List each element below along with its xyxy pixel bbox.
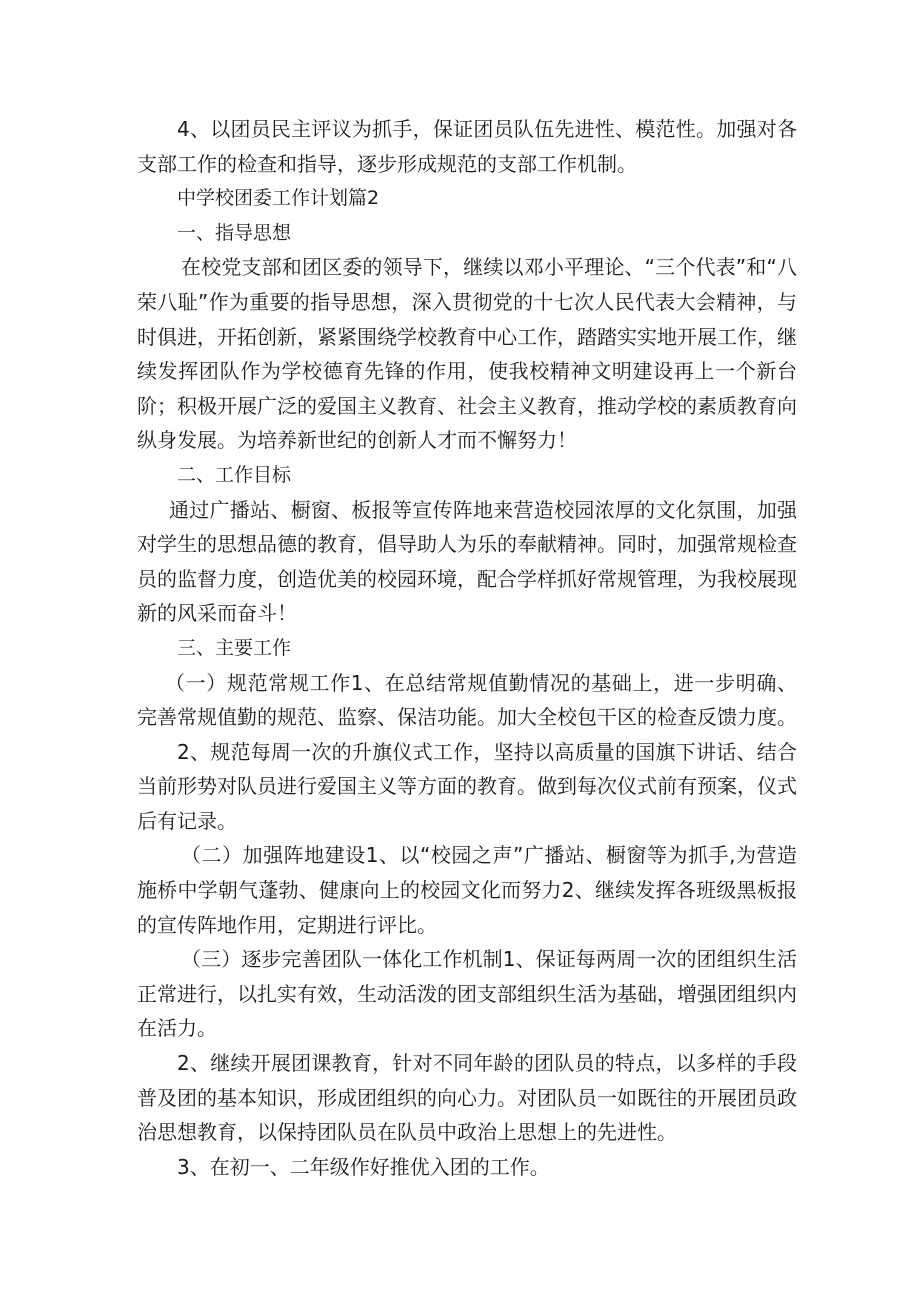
paragraph-work-goals: 通过广播站、橱窗、板报等宣传阵地来营造校园浓厚的文化氛围，加强对学生的思想品德的教育，倡导助人为乐的奉献精神。同时，加强常规检查员的监督力度，创造优美的校园环境，配合学样抓好常规管理，为我校展现新的风采而奋斗！: [137, 497, 797, 626]
paragraph-item-4: 4、以团员民主评议为抓手，保证团员队伍先进性、模范性。加强对各支部工作的检查和指导，逐步形成规范的支部工作机制。: [137, 117, 797, 176]
heading-work-goals: 二、工作目标: [177, 463, 292, 486]
paragraph-recommendation: 3、在初一、二年级作好推优入团的工作。: [177, 1154, 550, 1179]
paragraph-integration-mechanism: （三）逐步完善团队一体化工作机制1、保证每两周一次的团组织生活正常进行，以扎实有效，生动活泼的团支部组织生活为基础，增强团组织内在活力。: [137, 947, 797, 1041]
paragraph-guiding-thought: 在校党支部和团区委的领导下，继续以邓小平理论、“三个代表”和“八荣八耻”作为重要的指导思想，深入贯彻党的十七次人民代表大会精神，与时俱进，开拓创新，紧紧围绕学校教育中心工作，踏踏实实地开展工作，继续发挥团队作为学校德育先锋的作用，使我校精神文明建设再上一个新台阶；积极开展广泛的爱国主义教育、社会主义教育，推动学校的素质教育向纵身发展。为培养新世纪的创新人才而不懈努力！: [137, 255, 797, 453]
heading-guiding-thought: 一、指导思想: [177, 221, 292, 244]
document-page: [137, 112, 797, 1184]
paragraph-routine-work: （一）规范常规工作1、在总结常规值勤情况的基础上，进一步明确、完善常规值勤的规范、监察、保洁功能。加大全校包干区的检查反馈力度。: [137, 670, 797, 730]
paragraph-position-building: （二）加强阵地建设1、以“校园之声”广播站、橱窗等为抓手,为营造施桥中学朝气蓬勃、健康向上的校园文化而努力2、继续发挥各班级黑板报的宣传阵地作用，定期进行评比。: [137, 843, 797, 937]
paragraph-league-education: 2、继续开展团课教育，针对不同年龄的团队员的特点，以多样的手段普及团的基本知识，形成团组织的向心力。对团队员一如既往的开展团员政治思想教育，以保持团队员在队员中政治上思想上的先进性。: [137, 1051, 797, 1145]
section-title: 中学校团委工作计划篇2: [177, 187, 380, 210]
paragraph-flag-ceremony: 2、规范每周一次的升旗仪式工作，坚持以高质量的国旗下讲话、结合当前形势对队员进行爱国主义等方面的教育。做到每次仪式前有预案，仪式后有记录。: [137, 739, 797, 833]
heading-main-work: 三、主要工作: [177, 636, 292, 659]
